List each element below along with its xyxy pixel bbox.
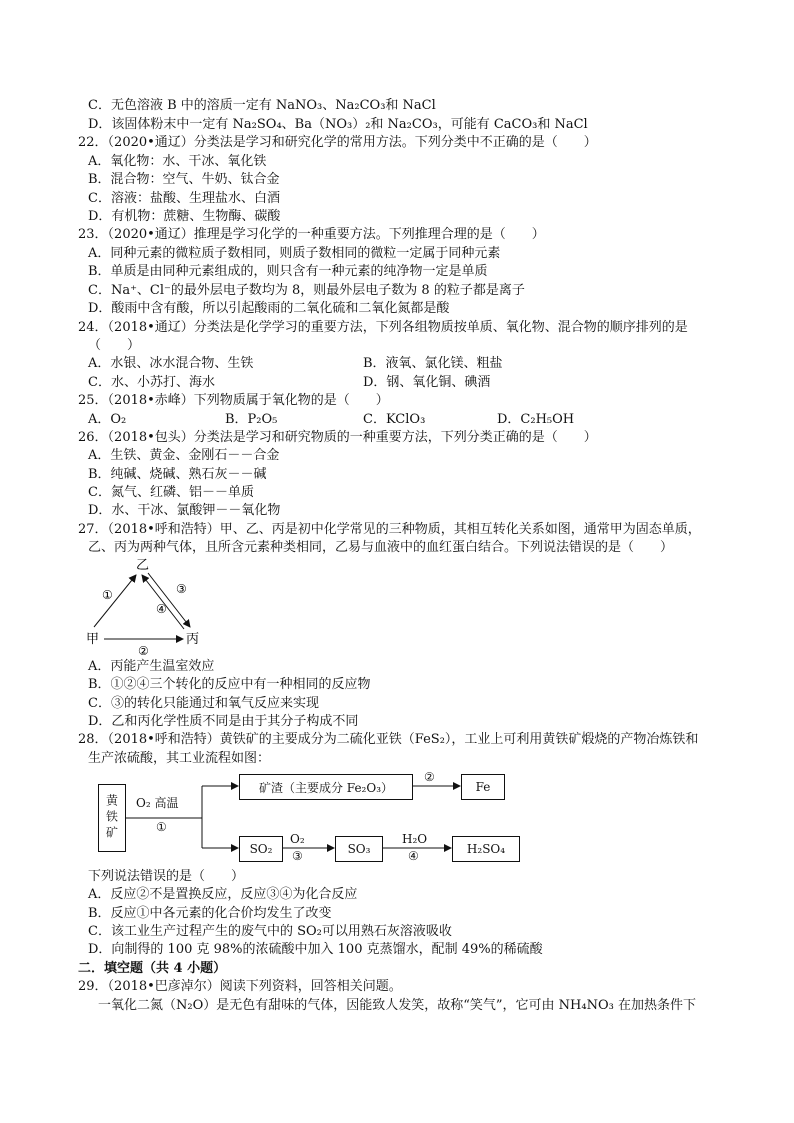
q21-option-c: C．无色溶液 B 中的溶质一定有 NaNO₃、Na₂CO₃和 NaCl bbox=[88, 98, 436, 113]
step-1-label: ① bbox=[156, 820, 167, 834]
node-yi: 乙 bbox=[136, 558, 150, 573]
h2so4-box: H₂SO₄ bbox=[452, 836, 520, 862]
section-heading-fill-blank: 二．填空题（共 4 小题） bbox=[78, 961, 227, 976]
q27-conversion-diagram bbox=[86, 555, 216, 655]
q24-option-a: A．水银、冰水混合物、生铁 bbox=[88, 356, 254, 371]
q27-stem-cont: 乙、丙为两种气体，且所含元素种类相同，乙易与血液中的血红蛋白结合。下列说法错误的是（ ） bbox=[88, 540, 674, 555]
ore-box: 黄铁矿 bbox=[98, 784, 126, 852]
q22-option-b: B．混合物：空气、牛奶、钛合金 bbox=[88, 172, 280, 187]
q22-option-d: D．有机物：蔗糖、生物酶、碳酸 bbox=[88, 209, 281, 224]
q25-option-b: B．P₂O₅ bbox=[225, 412, 278, 427]
step-2-label: ② bbox=[424, 770, 435, 784]
q28-stem: 28．（2018•呼和浩特）黄铁矿的主要成分为二硫化亚铁（FeS₂），工业上可利用黄铁矿煅烧的产物冶炼铁和 bbox=[78, 732, 699, 747]
node-bing: 丙 bbox=[186, 632, 200, 647]
q23-option-c: C．Na⁺、Cl⁻的最外层电子数均为 8，则最外层电子数为 8 的粒子都是离子 bbox=[88, 283, 525, 298]
q28-option-b: B．反应①中各元素的化合价均发生了改变 bbox=[88, 906, 332, 921]
node-jia: 甲 bbox=[86, 632, 100, 647]
q26-option-c: C．氮气、红磷、铝－－单质 bbox=[88, 485, 254, 500]
q26-option-b: B．纯碱、烧碱、熟石灰－－碱 bbox=[88, 467, 267, 482]
q28-prompt: 下列说法错误的是（ ） bbox=[88, 869, 245, 884]
q25-option-d: D．C₂H₅OH bbox=[497, 412, 575, 427]
q27-option-b: B．①②④三个转化的反应中有一种相同的反应物 bbox=[88, 677, 371, 692]
q25-option-c: C．KClO₃ bbox=[363, 412, 426, 427]
so3-box: SO₃ bbox=[335, 836, 383, 862]
q23-stem: 23．（2020•通辽）推理是学习化学的一种重要方法。下列推理合理的是（ ） bbox=[78, 227, 545, 242]
q24-stem: 24．（2018•通辽）分类法是化学学习的重要方法，下列各组物质按单质、氧化物、混合物的顺序排列的是 bbox=[78, 320, 688, 335]
step-4-label: ④ bbox=[408, 849, 419, 863]
step-3-label: ③ bbox=[292, 849, 303, 863]
q23-option-a: A．同种元素的微粒质子数相同，则质子数相同的微粒一定属于同种元素 bbox=[88, 246, 501, 261]
q22-option-a: A．氧化物：水、干冰、氧化铁 bbox=[88, 154, 267, 169]
q26-option-a: A．生铁、黄金、金刚石－－合金 bbox=[88, 448, 280, 463]
q24-option-c: C．水、小苏打、海水 bbox=[88, 375, 215, 390]
q22-stem: 22．（2020•通辽）分类法是学习和研究化学的常用方法。下列分类中不正确的是（ ） bbox=[78, 135, 597, 150]
label-2: ② bbox=[138, 644, 149, 655]
reagent-h2o: H₂O bbox=[402, 832, 428, 846]
condition-o2-high-temp: O₂ 高温 bbox=[136, 796, 179, 810]
q27-option-d: D．乙和丙化学性质不同是由于其分子构成不同 bbox=[88, 714, 359, 729]
q21-option-d: D．该固体粉末中一定有 Na₂SO₄、Ba（NO₃）₂和 Na₂CO₃，可能有 CaCO₃和 NaCl bbox=[88, 117, 588, 132]
q28-option-c: C．该工业生产过程产生的废气中的 SO₂可以用熟石灰溶液吸收 bbox=[88, 924, 452, 939]
q22-option-c: C．溶液：盐酸、生理盐水、白酒 bbox=[88, 191, 280, 206]
q26-option-d: D．水、干冰、氯酸钾－－氧化物 bbox=[88, 503, 281, 518]
q24-option-b: B．液氧、氯化镁、粗盐 bbox=[363, 356, 503, 371]
q29-passage: 一氧化二氮（N₂O）是无色有甜味的气体，因能致人发笑，故称“笑气”，它可由 NH₄NO₃ 在加热条件下 bbox=[98, 998, 696, 1013]
q28-option-a: A．反应②不是置换反应，反应③④为化合反应 bbox=[88, 887, 358, 902]
q28-stem-cont: 生产浓硫酸，其工业流程如图： bbox=[88, 751, 271, 766]
label-4: ④ bbox=[156, 602, 167, 616]
q25-option-a: A．O₂ bbox=[88, 412, 127, 427]
reagent-o2: O₂ bbox=[290, 832, 305, 846]
q27-stem: 27．（2018•呼和浩特）甲、乙、丙是初中化学常见的三种物质，其相互转化关系如图，通常甲为固态单质， bbox=[78, 522, 701, 537]
q23-option-b: B．单质是由同种元素组成的，则只含有一种元素的纯净物一定是单质 bbox=[88, 264, 488, 279]
so2-box: SO₂ bbox=[239, 836, 283, 862]
arrow-1 bbox=[94, 575, 136, 627]
q28-option-d: D．向制得的 100 克 98%的浓硫酸中加入 100 克蒸馏水，配制 49%的稀硫酸 bbox=[88, 942, 543, 957]
q27-option-a: A．丙能产生温室效应 bbox=[88, 659, 215, 674]
q28-process-flowchart bbox=[90, 772, 530, 868]
label-1: ① bbox=[102, 588, 113, 602]
fe-box: Fe bbox=[461, 774, 505, 800]
q27-option-c: C．③的转化只能通过和氧气反应来实现 bbox=[88, 696, 319, 711]
q25-stem: 25．（2018•赤峰）下列物质属于氧化物的是（ ） bbox=[78, 393, 389, 408]
q24-option-d: D．钢、氧化铜、碘酒 bbox=[363, 375, 491, 390]
slag-box: 矿渣（主要成分 Fe₂O₃） bbox=[239, 774, 413, 800]
q26-stem: 26．（2018•包头）分类法是学习和研究物质的一种重要方法，下列分类正确的是（ ） bbox=[78, 430, 597, 445]
q29-stem: 29．（2018•巴彦淖尔）阅读下列资料，回答相关问题。 bbox=[78, 979, 402, 994]
label-3: ③ bbox=[176, 582, 187, 596]
q24-stem-tail: （ ） bbox=[88, 338, 141, 353]
q23-option-d: D．酸雨中含有酸，所以引起酸雨的二氧化硫和二氧化氮都是酸 bbox=[88, 301, 450, 316]
